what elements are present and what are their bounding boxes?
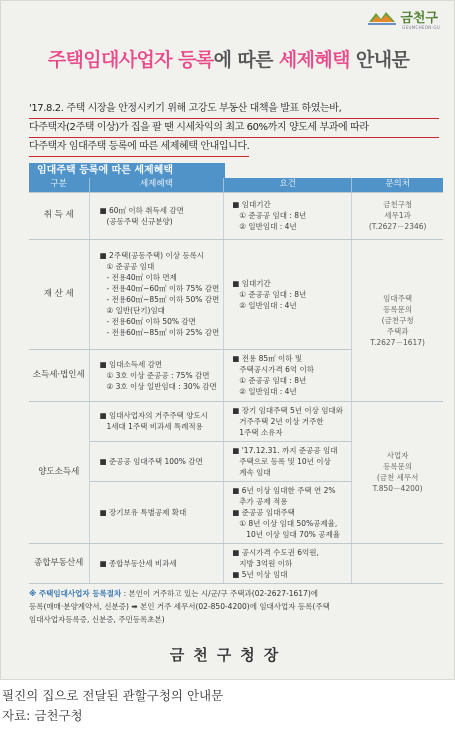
footnote-line: 등록(매매·분양계약서, 신분증) ➡ 본인 거주 세무서(02-850-4200)에 임대사업자 등록(주택 [29, 602, 330, 611]
footnote-line: 임대사업자등록증, 신분증, 주민등록초본) [29, 615, 165, 624]
section-heading-tab: 임대주택 등록에 따른 세제혜택 [29, 163, 225, 178]
intro-line: '17.8.2. 주택 시장을 안정시키기 위해 고강도 부동산 대책을 발표 하였는바, [29, 100, 439, 119]
district-logo [367, 7, 438, 26]
district-logo-icon [367, 8, 397, 26]
row-benefit: ■ 준공공 임대주택 100% 감면 [89, 441, 224, 481]
intro-paragraph [29, 100, 439, 157]
row-requirement: ■ 임대기간 ① 준공공 임대 : 8년 ② 일반임대 : 4년 [224, 239, 352, 349]
row-benefit: ■ 장기보유 특별공제 확대 [89, 481, 224, 543]
title-dark-2: 안내문 [349, 49, 410, 71]
caption-source: 자료: 금천구청 [2, 708, 83, 723]
district-logo-subtitle: GEUMCHEON-GU [402, 25, 440, 30]
table-row [29, 192, 443, 239]
intro-line: 다주택자(2주택 이상)가 집을 팔 땐 시세차익의 최고 60%까지 양도세 부과에 따라 [29, 119, 439, 138]
table-row [29, 401, 443, 441]
header-contact: 문의처 [352, 178, 443, 192]
table-row [29, 239, 443, 349]
page-title [1, 45, 455, 72]
row-contact [352, 543, 443, 583]
row-category: 취 득 세 [29, 192, 89, 239]
row-category: 양도소득세 [29, 401, 89, 543]
row-benefit: ■ 임대사업자의 거주주택 양도시 1세대 1주택 비과세 특례적용 [89, 401, 224, 441]
table-header-row [29, 178, 443, 192]
tax-benefit-table [29, 178, 443, 584]
row-benefit: ■ 종합부동산세 비과세 [89, 543, 224, 583]
title-pink-2: 세제혜택 [278, 49, 350, 71]
title-pink-1: 주택임대사업자 등록 [47, 49, 214, 71]
row-requirement: ■ 전용 85㎡ 이하 및 주택공시가격 6억 이하 ① 준공공 임대 : 8년 ② 일반임대 : 4년 [224, 349, 352, 401]
issuing-office: 금천구청장 [169, 646, 288, 664]
registration-procedure-note [29, 587, 443, 626]
row-benefit: ■ 임대소득세 감면 ① 3호 이상 준공공 : 75% 감면 ② 3호 이상 일반임대 : 30% 감면 [89, 349, 224, 401]
row-contact: 임대주택 등록문의 (금천구청 주택과 T.2627－1617) [352, 239, 443, 401]
row-requirement: ■ 공시가격 수도권 6억원, 지방 3억원 이하 ■ 5년 이상 임대 [224, 543, 352, 583]
image-caption [2, 686, 223, 726]
footnote-label: ※ 주택임대사업자 등록절차 [29, 589, 122, 598]
row-requirement: ■ 6년 이상 임대한 주택 연 2% 추가 공제 적용 ■ 준공공 임대주택 ① 8년 이상 임대 50%공제율, 10년 이상 임대 70% 공제율 [224, 481, 352, 543]
title-dark-1: 에 따른 [213, 49, 279, 71]
row-category: 종합부동산세 [29, 543, 89, 583]
row-category: 소득세·법인세 [29, 349, 89, 401]
header-requirement: 요건 [224, 178, 352, 192]
header-benefit: 세제혜택 [89, 178, 224, 192]
row-requirement: ■ 장기 임대주택 5년 이상 임대와 거주주택 2년 이상 거주한 1주택 소유자 [224, 401, 352, 441]
row-requirement: ■ '17.12.31. 까지 준공공 임대 주택으로 등록 및 10년 이상 계속 임대 [224, 441, 352, 481]
header-category: 구분 [29, 178, 89, 192]
row-benefit: ■ 60㎡ 이하 취득세 감면 (공동주택 신규분양) [89, 192, 224, 239]
row-category: 재 산 세 [29, 239, 89, 349]
row-requirement: ■ 임대기간 ① 준공공 임대 : 8년 ② 일반임대 : 4년 [224, 192, 352, 239]
row-contact: 사업자 등록문의 (금천 세무서 T.850－4200) [352, 401, 443, 543]
table-row [29, 543, 443, 583]
district-logo-text: 금천구 [400, 11, 438, 26]
row-benefit: ■ 2주택(공동주택) 이상 등록시 ① 준공공 임대 - 전용40㎡ 이하 면제 - 전용40㎡~60㎡ 이하 75% 감면 - 전용60㎡~85㎡ 이하 50% 감면 ② 일반(단기)임대 - 전용60㎡ 이하 50% 감면 - 전용60㎡~85㎡ 이하 25% 감면 [89, 239, 224, 349]
row-contact: 금천구청 세무1과 (T.2627－2346) [352, 192, 443, 239]
caption-text: 필진의 집으로 전달된 관할구청의 안내문 [2, 688, 224, 703]
intro-line: 다주택자 임대주택 등록에 따른 세제혜택 안내입니다. [29, 138, 249, 157]
footnote-line: : 본인이 거주하고 있는 시/군/구 주택과(02-2627-1617)에 [121, 589, 319, 598]
